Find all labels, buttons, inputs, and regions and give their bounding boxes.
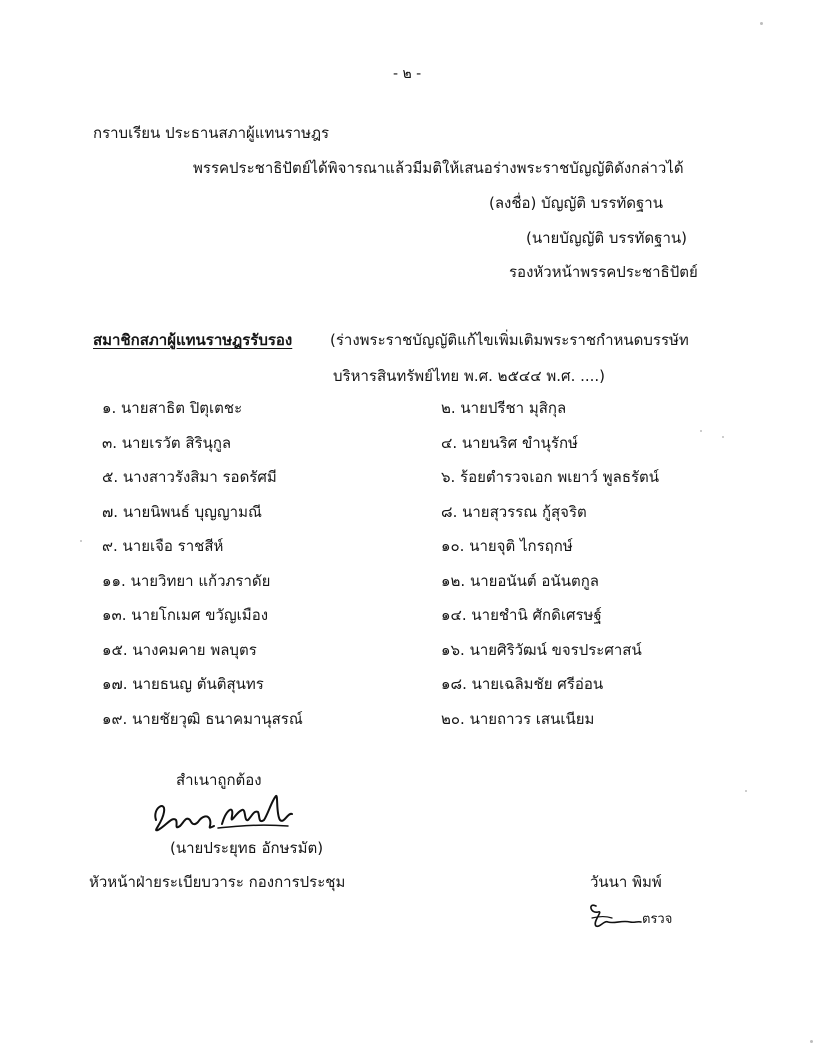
scan-speck xyxy=(722,436,724,438)
member-list-item: ๑๑. นายวิทยา แก้วภราดัย xyxy=(102,571,271,590)
bill-description-line-1: (ร่างพระราชบัญญัติแก้ไขเพิ่มเติมพระราชกำหนดบรรษัท xyxy=(330,331,689,349)
scan-speck xyxy=(700,430,702,432)
scan-speck xyxy=(80,540,82,542)
scan-speck xyxy=(810,1040,813,1043)
resolution-text: พรรคประชาธิปัตย์ได้พิจารณาแล้วมีมติให้เสนอร่างพระราชบัญญัติดังกล่าวได้ xyxy=(193,159,684,177)
handwritten-signature xyxy=(148,790,298,840)
salutation: กราบเรียน ประธานสภาผู้แทนราษฎร xyxy=(93,124,330,142)
bill-description-line-2: บริหารสินทรัพย์ไทย พ.ศ. ๒๕๔๔ พ.ศ. ....) xyxy=(333,367,606,385)
checker-initials xyxy=(586,898,642,932)
member-list-item: ๑๔. นายชำนิ ศักดิเศรษฐ์ xyxy=(441,606,602,624)
member-list-item: ๑๕. นางคมคาย พลบุตร xyxy=(102,640,257,659)
signed-line: (ลงชื่อ) บัญญัติ บรรทัดฐาน xyxy=(489,194,663,212)
scan-speck xyxy=(745,790,747,792)
member-list-item: ๑๙. นายชัยวุฒิ ธนาคมานุสรณ์ xyxy=(102,709,303,728)
member-list-item: ๒๐. นายถาวร เสนเนียม xyxy=(441,709,595,728)
member-list-item: ๑๗. นายธนญ ตันติสุนทร xyxy=(102,675,264,693)
member-list-item: ๖. ร้อยตำรวจเอก พเยาว์ พูลธรัตน์ xyxy=(441,468,660,486)
member-list-item: ๓. นายเรวัต สิรินุกูล xyxy=(102,433,232,452)
scan-speck xyxy=(760,22,763,25)
member-list-item: ๗. นายนิพนธ์ บุญญามณี xyxy=(102,502,262,521)
typist-note: วันนา พิมพ์ xyxy=(590,873,662,891)
member-list-item: ๑๖. นายศิริวัฒน์ ขจรประศาสน์ xyxy=(441,640,642,659)
certified-copy-label: สำเนาถูกต้อง xyxy=(176,771,262,789)
page-number: - ๒ - xyxy=(393,66,422,82)
member-list-item: ๑๐. นายจุติ ไกรฤกษ์ xyxy=(441,537,573,555)
signatory-name: (นายบัญญัติ บรรทัดฐาน) xyxy=(526,229,687,247)
endorsement-heading: สมาชิกสภาผู้แทนราษฎรรับรอง xyxy=(93,331,293,349)
member-list-item: ๒. นายปรีชา มุสิกุล xyxy=(441,399,567,417)
member-list-item: ๔. นายนริศ ขำนุรักษ์ xyxy=(441,433,578,452)
member-list-item: ๑๘. นายเฉลิมชัย ศรีอ่อน xyxy=(441,675,604,693)
certifier-title: หัวหน้าฝ่ายระเบียบวาระ กองการประชุม xyxy=(89,873,346,891)
signatory-title: รองหัวหน้าพรรคประชาธิปัตย์ xyxy=(509,263,698,281)
member-list-item: ๙. นายเจือ ราชสีห์ xyxy=(102,537,224,555)
member-list-item: ๘. นายสุวรรณ กู้สุจริต xyxy=(441,502,587,521)
member-list-item: ๑๒. นายอนันต์ อนันตกูล xyxy=(441,571,599,590)
member-list-item: ๑. นายสาธิต ปิตุเตชะ xyxy=(102,399,243,417)
checked-label: ตรวจ xyxy=(642,912,673,927)
certifier-name: (นายประยุทธ อักษรมัต) xyxy=(170,839,324,857)
member-list-item: ๕. นางสาวรังสิมา รอดรัศมี xyxy=(102,468,277,486)
member-list-item: ๑๓. นายโกเมศ ขวัญเมือง xyxy=(102,606,269,624)
